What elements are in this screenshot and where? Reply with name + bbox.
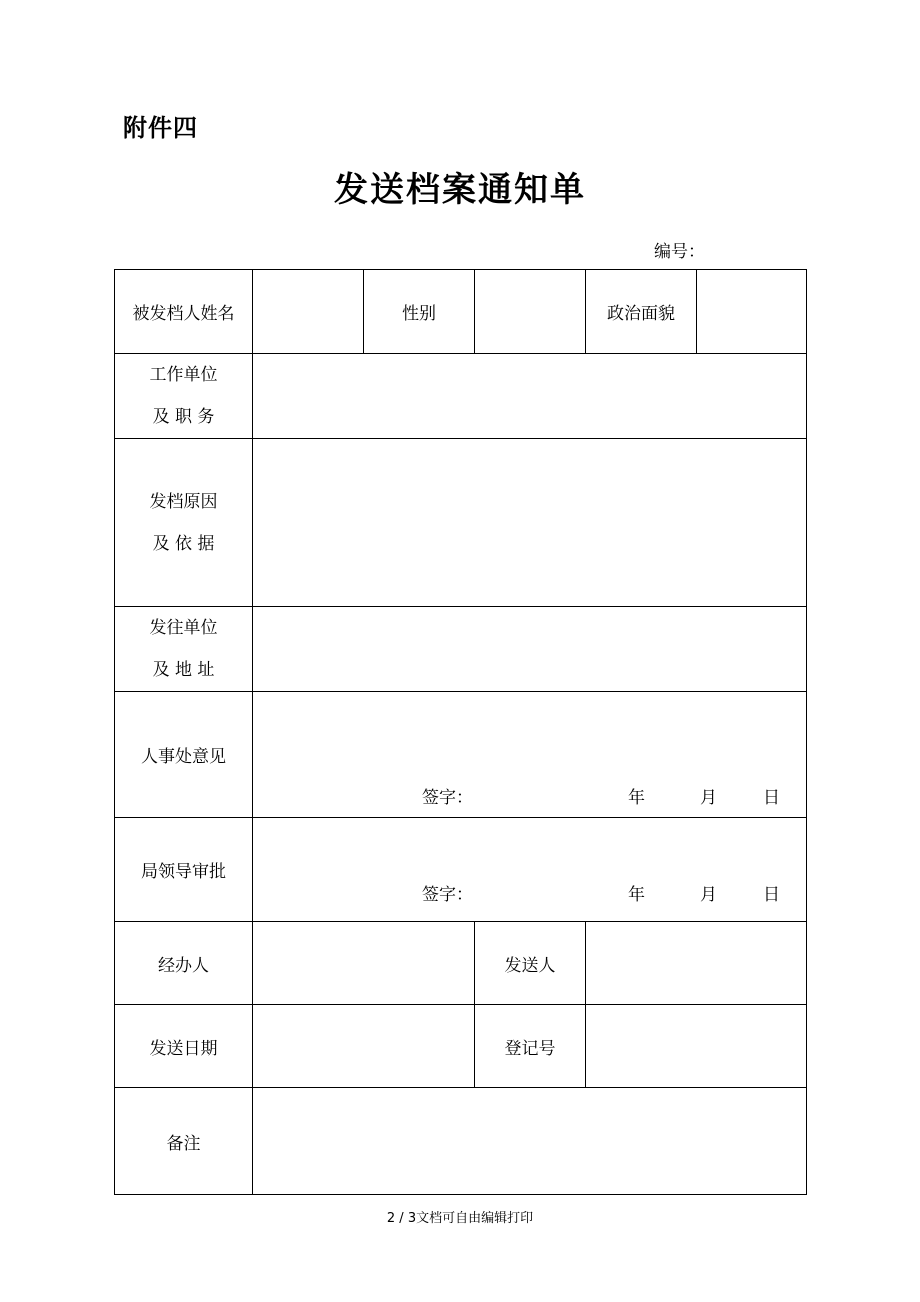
hr-month-label: 月 [700, 788, 717, 808]
page-footer: 2 / 3文档可自由编辑打印 [386, 1211, 534, 1226]
hr-year-label: 年 [628, 788, 645, 808]
name-field[interactable] [253, 270, 364, 354]
handler-label: 经办人 [115, 922, 253, 1005]
bureau-approval-label: 局领导审批 [115, 818, 253, 922]
gender-label: 性别 [364, 270, 475, 354]
work-unit-label [115, 354, 253, 439]
political-status-field[interactable] [697, 270, 807, 354]
reason-label-line1: 发档原因 [149, 491, 218, 512]
reason-field[interactable] [253, 439, 807, 607]
bureau-year-label: 年 [628, 885, 645, 905]
send-date-field[interactable] [253, 1005, 475, 1088]
row-bureau-approval [115, 818, 807, 922]
destination-label [115, 607, 253, 692]
bureau-signature-label: 签字： [422, 885, 473, 905]
attachment-label: 附件四 [123, 114, 198, 142]
work-unit-label-line2: 及 职 务 [152, 407, 215, 427]
serial-number-label: 编号： [654, 242, 705, 262]
gender-field[interactable] [475, 270, 586, 354]
sender-label: 发送人 [475, 922, 586, 1005]
bureau-approval-field[interactable] [253, 818, 807, 922]
row-basic-info [115, 270, 807, 354]
register-no-label: 登记号 [475, 1005, 586, 1088]
bureau-day-label: 日 [763, 885, 780, 905]
destination-label-line1: 发往单位 [149, 618, 218, 638]
bureau-month-label: 月 [700, 885, 717, 905]
row-handler [115, 922, 807, 1005]
hr-signature-line [253, 783, 806, 809]
destination-label-line2: 及 地 址 [152, 660, 215, 680]
row-destination [115, 607, 807, 692]
work-unit-label-line1: 工作单位 [149, 365, 218, 385]
remarks-field[interactable] [253, 1088, 807, 1195]
document-title: 发送档案通知单 [334, 170, 586, 210]
hr-signature-label: 签字： [422, 788, 473, 808]
name-label: 被发档人姓名 [115, 270, 253, 354]
reason-label-line2: 及 依 据 [152, 533, 215, 554]
send-date-label: 发送日期 [115, 1005, 253, 1088]
bureau-signature-line [253, 880, 806, 906]
sender-field[interactable] [586, 922, 807, 1005]
row-reason [115, 439, 807, 607]
remarks-label: 备注 [115, 1088, 253, 1195]
row-remarks [115, 1088, 807, 1195]
row-hr-opinion [115, 692, 807, 818]
work-unit-field[interactable] [253, 354, 807, 439]
archive-notice-form [114, 269, 807, 1195]
row-work-unit [115, 354, 807, 439]
hr-opinion-label: 人事处意见 [115, 692, 253, 818]
handler-field[interactable] [253, 922, 475, 1005]
destination-field[interactable] [253, 607, 807, 692]
reason-label [115, 439, 253, 607]
hr-day-label: 日 [763, 788, 780, 808]
row-send-date [115, 1005, 807, 1088]
political-status-label: 政治面貌 [586, 270, 697, 354]
register-no-field[interactable] [586, 1005, 807, 1088]
hr-opinion-field[interactable] [253, 692, 807, 818]
